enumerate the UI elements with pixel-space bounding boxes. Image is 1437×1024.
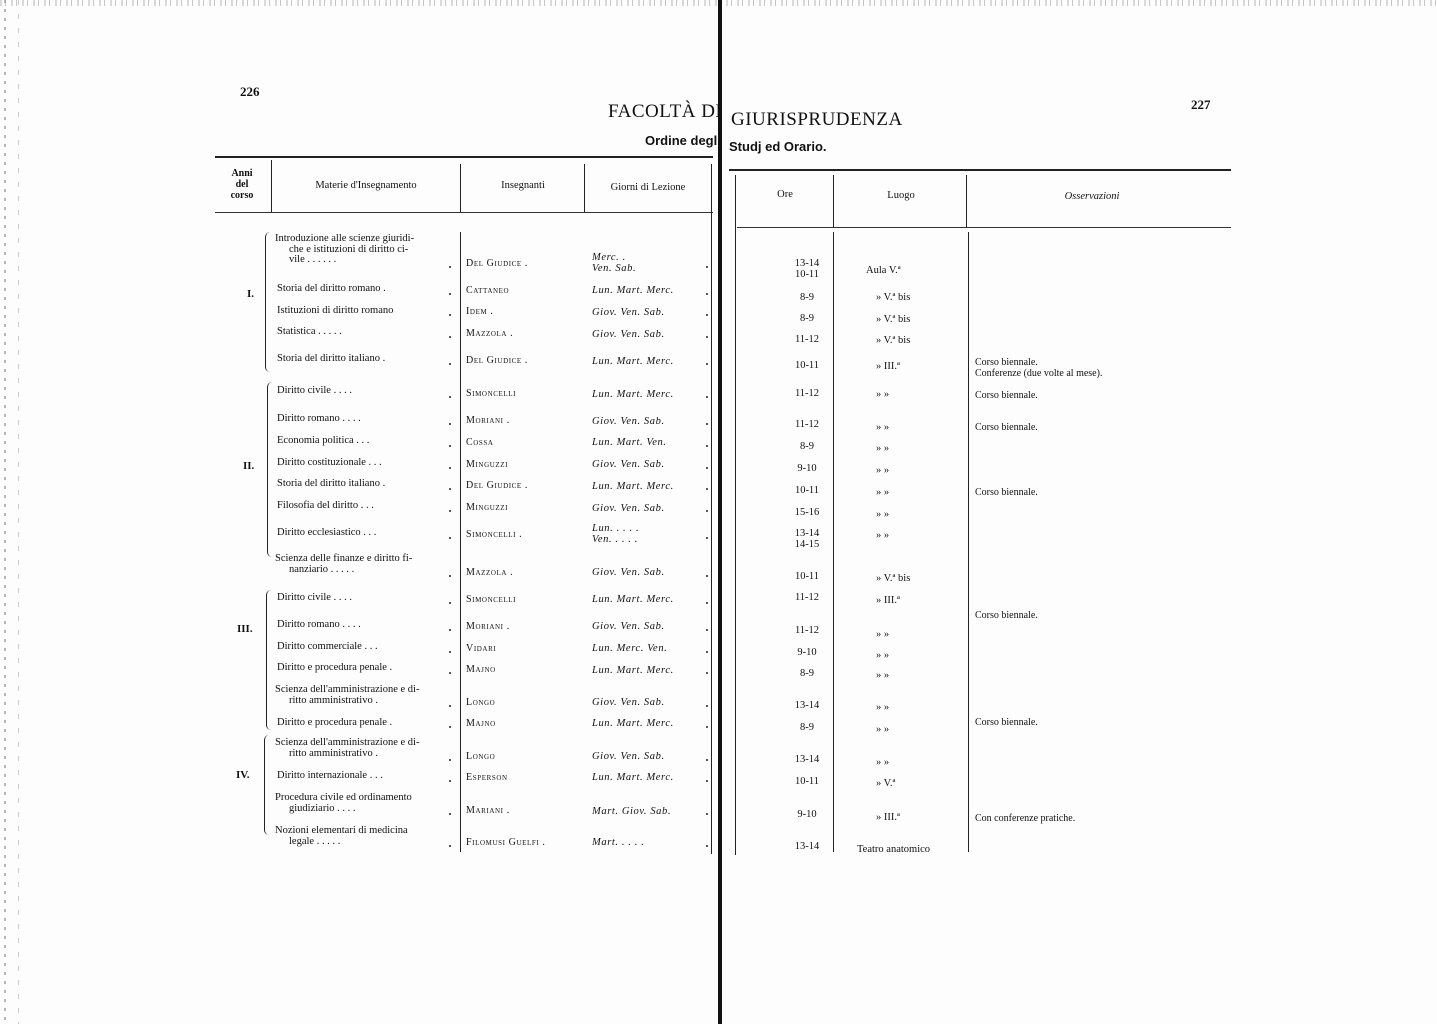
- scan-edge-left: [4, 0, 6, 1024]
- subject-text: Nozioni elementari di medicina: [275, 825, 408, 836]
- lesson-days: Lun. Merc. Ven.: [592, 643, 668, 654]
- lesson-room: » »: [876, 389, 890, 400]
- subtitle-left: Ordine degli: [645, 133, 721, 148]
- teacher-name: Majno: [466, 664, 496, 675]
- lesson-hours: 8-9: [800, 292, 814, 303]
- teacher-name: Moriani .: [466, 621, 510, 632]
- subject-text: Diritto romano . . . .: [277, 413, 361, 424]
- lesson-room: » »: [876, 530, 890, 541]
- subject-text: Diritto civile . . . .: [277, 385, 352, 396]
- lesson-days: Mart. . . . .: [592, 837, 645, 848]
- teacher-name: Del Giudice .: [466, 480, 529, 491]
- lesson-hours: 11-12: [794, 419, 820, 430]
- teacher-name: Del Giudice .: [466, 258, 529, 269]
- lesson-days: Giov. Ven. Sab.: [592, 697, 665, 708]
- subject-text: Scienza dell'amministrazione e di-: [275, 684, 420, 695]
- lesson-days: Mart. Giov. Sab.: [592, 806, 672, 817]
- teacher-name: Mazzola .: [466, 328, 514, 339]
- subject-text: Introduzione alle scienze giuridi-: [275, 233, 415, 244]
- lesson-days: Giov. Ven. Sab.: [592, 503, 665, 514]
- right-page-number: 227: [1191, 97, 1211, 112]
- lesson-days: Lun. Mart. Merc.: [592, 285, 674, 296]
- subject-text: legale . . . . .: [289, 835, 341, 847]
- teacher-name: Cattaneo: [466, 285, 510, 296]
- year-label: III.: [237, 623, 253, 635]
- lesson-room: » V.ª: [876, 778, 896, 789]
- year-label: II.: [243, 460, 255, 472]
- lesson-days: Lun. Mart. Merc.: [592, 665, 674, 676]
- subject-text: ritto amministrativo .: [289, 747, 378, 759]
- leader-dot: [706, 423, 708, 425]
- lesson-room: » »: [876, 670, 890, 681]
- leader-dot: [449, 423, 451, 425]
- lesson-hours: 13-14: [794, 754, 820, 765]
- leader-dot: [449, 537, 451, 539]
- leader-dot: [706, 266, 708, 268]
- leader-dot: [706, 705, 708, 707]
- year-label: IV.: [236, 769, 250, 781]
- header-luogo: Luogo: [887, 190, 915, 201]
- subject-text: giudiziario . . . .: [289, 802, 356, 814]
- teacher-name: Longo: [466, 697, 496, 708]
- observation-note: Corso biennale.: [975, 610, 1038, 621]
- lesson-hours: 9-10: [797, 463, 817, 474]
- lesson-hours: 8-9: [800, 722, 814, 733]
- book-spine: [718, 0, 722, 1024]
- leader-dot: [706, 726, 708, 728]
- teacher-name: Cossa: [466, 437, 494, 448]
- subject-text: Diritto e procedura penale .: [277, 662, 393, 673]
- leader-dot: [449, 266, 451, 268]
- col-rule: [271, 160, 272, 212]
- leader-dot: [706, 314, 708, 316]
- lesson-hours: 15-16: [794, 507, 820, 518]
- subject-text: Statistica . . . . .: [277, 326, 342, 337]
- lesson-days: Giov. Ven. Sab.: [592, 459, 665, 470]
- teacher-name: Vidari: [466, 643, 497, 654]
- lesson-hours: 13-14: [794, 258, 820, 269]
- year-brace: [265, 232, 270, 372]
- col-rule: [584, 164, 585, 212]
- header-anni-line: del: [235, 179, 249, 190]
- lesson-hours: 8-9: [800, 668, 814, 679]
- lesson-hours: 13-14: [794, 700, 820, 711]
- lesson-hours: 8-9: [800, 441, 814, 452]
- lesson-days: Lun. Mart. Merc.: [592, 356, 674, 367]
- header-ore: Ore: [777, 189, 793, 200]
- col-rule: [833, 175, 834, 227]
- subtitle-right: Studj ed Orario.: [729, 139, 827, 154]
- lesson-hours: 10-11: [794, 268, 820, 280]
- header-insegnanti: Insegnanti: [501, 180, 545, 191]
- year-brace: [267, 382, 272, 557]
- leader-dot: [706, 510, 708, 512]
- lesson-hours: 10-11: [794, 776, 820, 787]
- lesson-room: » »: [876, 509, 890, 520]
- lesson-room: » »: [876, 422, 890, 433]
- subject-text: Storia del diritto italiano .: [277, 478, 386, 489]
- subject-text: Diritto civile . . . .: [277, 592, 352, 603]
- leader-dot: [706, 780, 708, 782]
- leader-dot: [449, 705, 451, 707]
- lesson-hours: 10-11: [794, 360, 820, 371]
- subject-text: Diritto romano . . . .: [277, 619, 361, 630]
- leader-dot: [706, 336, 708, 338]
- leader-dot: [706, 445, 708, 447]
- lesson-hours: 13-14: [794, 841, 820, 852]
- leader-dot: [706, 845, 708, 847]
- teacher-name: Esperson: [466, 772, 508, 783]
- header-materie: Materie d'Insegnamento: [315, 180, 417, 191]
- subject-text: Scienza delle finanze e diritto fi-: [275, 553, 413, 564]
- lesson-hours: 11-12: [794, 334, 820, 345]
- lesson-room: » III.ª: [876, 595, 900, 606]
- lesson-hours: 10-11: [794, 571, 820, 582]
- leader-dot: [449, 396, 451, 398]
- subject-text: Diritto internazionale . . .: [277, 770, 383, 781]
- leader-dot: [449, 813, 451, 815]
- lesson-hours: 13-14: [794, 528, 820, 539]
- lesson-hours: 9-10: [797, 809, 817, 820]
- lesson-room: » V.ª bis: [876, 314, 911, 325]
- teacher-name: Simoncelli: [466, 594, 517, 605]
- header-anni: [222, 168, 262, 201]
- leader-dot: [449, 314, 451, 316]
- leader-dot: [449, 363, 451, 365]
- teacher-name: Moriani .: [466, 415, 510, 426]
- leader-dot: [706, 759, 708, 761]
- lesson-days: Giov. Ven. Sab.: [592, 621, 665, 632]
- teacher-name: Simoncelli: [466, 388, 517, 399]
- lesson-days: Lun. Mart. Merc.: [592, 772, 674, 783]
- leader-dot: [706, 629, 708, 631]
- leader-dot: [706, 396, 708, 398]
- leader-dot: [449, 467, 451, 469]
- observation-note: Corso biennale.: [975, 422, 1038, 433]
- subject-text: Diritto costituzionale . . .: [277, 457, 382, 468]
- lesson-days: Giov. Ven. Sab.: [592, 567, 665, 578]
- lesson-hours: 14-15: [794, 538, 820, 550]
- subject-text: Diritto e procedura penale .: [277, 717, 393, 728]
- lesson-room: » »: [876, 757, 890, 768]
- leader-dot: [706, 293, 708, 295]
- col-rule: [735, 175, 736, 855]
- lesson-hours: 11-12: [794, 388, 820, 399]
- header-anni-line: Anni: [231, 168, 253, 179]
- right-header-bottom-rule: [737, 227, 1231, 228]
- year-label: I.: [247, 288, 255, 300]
- leader-dot: [706, 537, 708, 539]
- lesson-days: Giov. Ven. Sab.: [592, 751, 665, 762]
- lesson-room: » »: [876, 650, 890, 661]
- observation-note: Corso biennale.: [975, 390, 1038, 401]
- subject-text: Filosofia del diritto . . .: [277, 500, 374, 511]
- lesson-room: » »: [876, 724, 890, 735]
- lesson-room: » III.ª: [876, 361, 900, 372]
- lesson-days: Lun. Mart. Merc.: [592, 594, 674, 605]
- lesson-days: Giov. Ven. Sab.: [592, 329, 665, 340]
- lesson-room: » »: [876, 629, 890, 640]
- observation-note: Conferenze (due volte al mese).: [975, 368, 1103, 379]
- leader-dot: [449, 726, 451, 728]
- leader-dot: [449, 336, 451, 338]
- col-rule: [966, 175, 967, 227]
- scan-edge-left-inner: [18, 0, 19, 1024]
- subject-text: Storia del diritto italiano .: [277, 353, 386, 364]
- lesson-days: Lun. Mart. Merc.: [592, 718, 674, 729]
- subject-text: Storia del diritto romano .: [277, 283, 386, 294]
- leader-dot: [449, 845, 451, 847]
- lesson-room: » V.ª bis: [876, 573, 911, 584]
- leader-dot: [706, 467, 708, 469]
- teacher-name: Del Giudice .: [466, 355, 529, 366]
- leader-dot: [449, 293, 451, 295]
- left-header-top-rule: [215, 156, 713, 158]
- title-right: GIURISPRUDENZA: [731, 109, 903, 130]
- leader-dot: [449, 651, 451, 653]
- subject-text: Scienza dell'amministrazione e di-: [275, 737, 420, 748]
- lesson-hours: 11-12: [794, 592, 820, 603]
- leader-dot: [449, 672, 451, 674]
- leader-dot: [706, 575, 708, 577]
- left-page-number: 226: [240, 84, 260, 99]
- observation-note: Corso biennale.: [975, 717, 1038, 728]
- lesson-room: Aula V.ª: [866, 265, 901, 276]
- lesson-days: Giov. Ven. Sab.: [592, 416, 665, 427]
- leader-dot: [449, 575, 451, 577]
- lesson-room: » »: [876, 465, 890, 476]
- leader-dot: [706, 602, 708, 604]
- col-rule: [711, 164, 712, 854]
- observation-note: Corso biennale.: [975, 357, 1038, 368]
- lesson-room: » »: [876, 487, 890, 498]
- subject-text: Diritto ecclesiastico . . .: [277, 527, 377, 538]
- left-header-bottom-rule: [215, 212, 713, 213]
- header-osservazioni: Osservazioni: [1064, 191, 1120, 202]
- lesson-days: Lun. . . . .: [592, 523, 640, 534]
- year-brace: [264, 735, 269, 835]
- subject-text: Diritto commerciale . . .: [277, 641, 378, 652]
- leader-dot: [449, 759, 451, 761]
- lesson-hours: 8-9: [800, 313, 814, 324]
- leader-dot: [449, 445, 451, 447]
- observation-note: Corso biennale.: [975, 487, 1038, 498]
- leader-dot: [706, 672, 708, 674]
- teacher-name: Filomusi Guelfi .: [466, 837, 546, 848]
- header-giorni: Giorni di Lezione: [610, 182, 686, 193]
- subject-text: nanziario . . . . .: [289, 563, 355, 575]
- lesson-hours: 9-10: [797, 647, 817, 658]
- teacher-name: Minguzzi: [466, 502, 509, 513]
- teacher-name: Idem .: [466, 306, 494, 317]
- lesson-days: Lun. Mart. Merc.: [592, 481, 674, 492]
- leader-dot: [449, 510, 451, 512]
- lesson-days: Lun. Mart. Merc.: [592, 389, 674, 400]
- lesson-room: » III.ª: [876, 812, 900, 823]
- col-rule: [968, 232, 969, 852]
- year-brace: [266, 590, 271, 730]
- leader-dot: [706, 363, 708, 365]
- leader-dot: [449, 780, 451, 782]
- teacher-name: Majno: [466, 718, 496, 729]
- lesson-room: » »: [876, 443, 890, 454]
- lesson-days: Lun. Mart. Ven.: [592, 437, 667, 448]
- header-anni-line: corso: [230, 190, 254, 201]
- lesson-days: Ven. Sab.: [592, 262, 637, 274]
- leader-dot: [706, 813, 708, 815]
- leader-dot: [449, 629, 451, 631]
- title-left: FACOLTÀ DI: [608, 101, 723, 122]
- leader-dot: [449, 602, 451, 604]
- leader-dot: [449, 488, 451, 490]
- lesson-room: Teatro anatomico: [857, 844, 931, 855]
- observation-note: Con conferenze pratiche.: [975, 813, 1076, 824]
- subject-text: che e istituzioni di diritto ci-: [289, 243, 409, 255]
- lesson-room: » »: [876, 702, 890, 713]
- teacher-name: Minguzzi: [466, 459, 509, 470]
- lesson-hours: 10-11: [794, 485, 820, 496]
- col-rule: [460, 232, 461, 852]
- subject-text: Procedura civile ed ordinamento: [275, 792, 412, 803]
- teacher-name: Mazzola .: [466, 567, 514, 578]
- teacher-name: Mariani .: [466, 805, 510, 816]
- lesson-room: » V.ª bis: [876, 335, 911, 346]
- subject-text: Istituzioni di diritto romano: [277, 305, 394, 316]
- teacher-name: Simoncelli .: [466, 529, 523, 540]
- lesson-room: » V.ª bis: [876, 292, 911, 303]
- subject-text: ritto amministrativo .: [289, 694, 378, 706]
- teacher-name: Longo: [466, 751, 496, 762]
- col-rule: [460, 164, 461, 212]
- lesson-days: Giov. Ven. Sab.: [592, 307, 665, 318]
- lesson-hours: 11-12: [794, 625, 820, 636]
- right-header-top-rule: [729, 169, 1231, 171]
- subject-text: vile . . . . . .: [289, 254, 337, 265]
- leader-dot: [706, 488, 708, 490]
- leader-dot: [706, 651, 708, 653]
- lesson-days: Merc. .: [592, 252, 626, 263]
- lesson-days: Ven. . . . .: [592, 533, 638, 545]
- subject-text: Economia politica . . .: [277, 435, 370, 446]
